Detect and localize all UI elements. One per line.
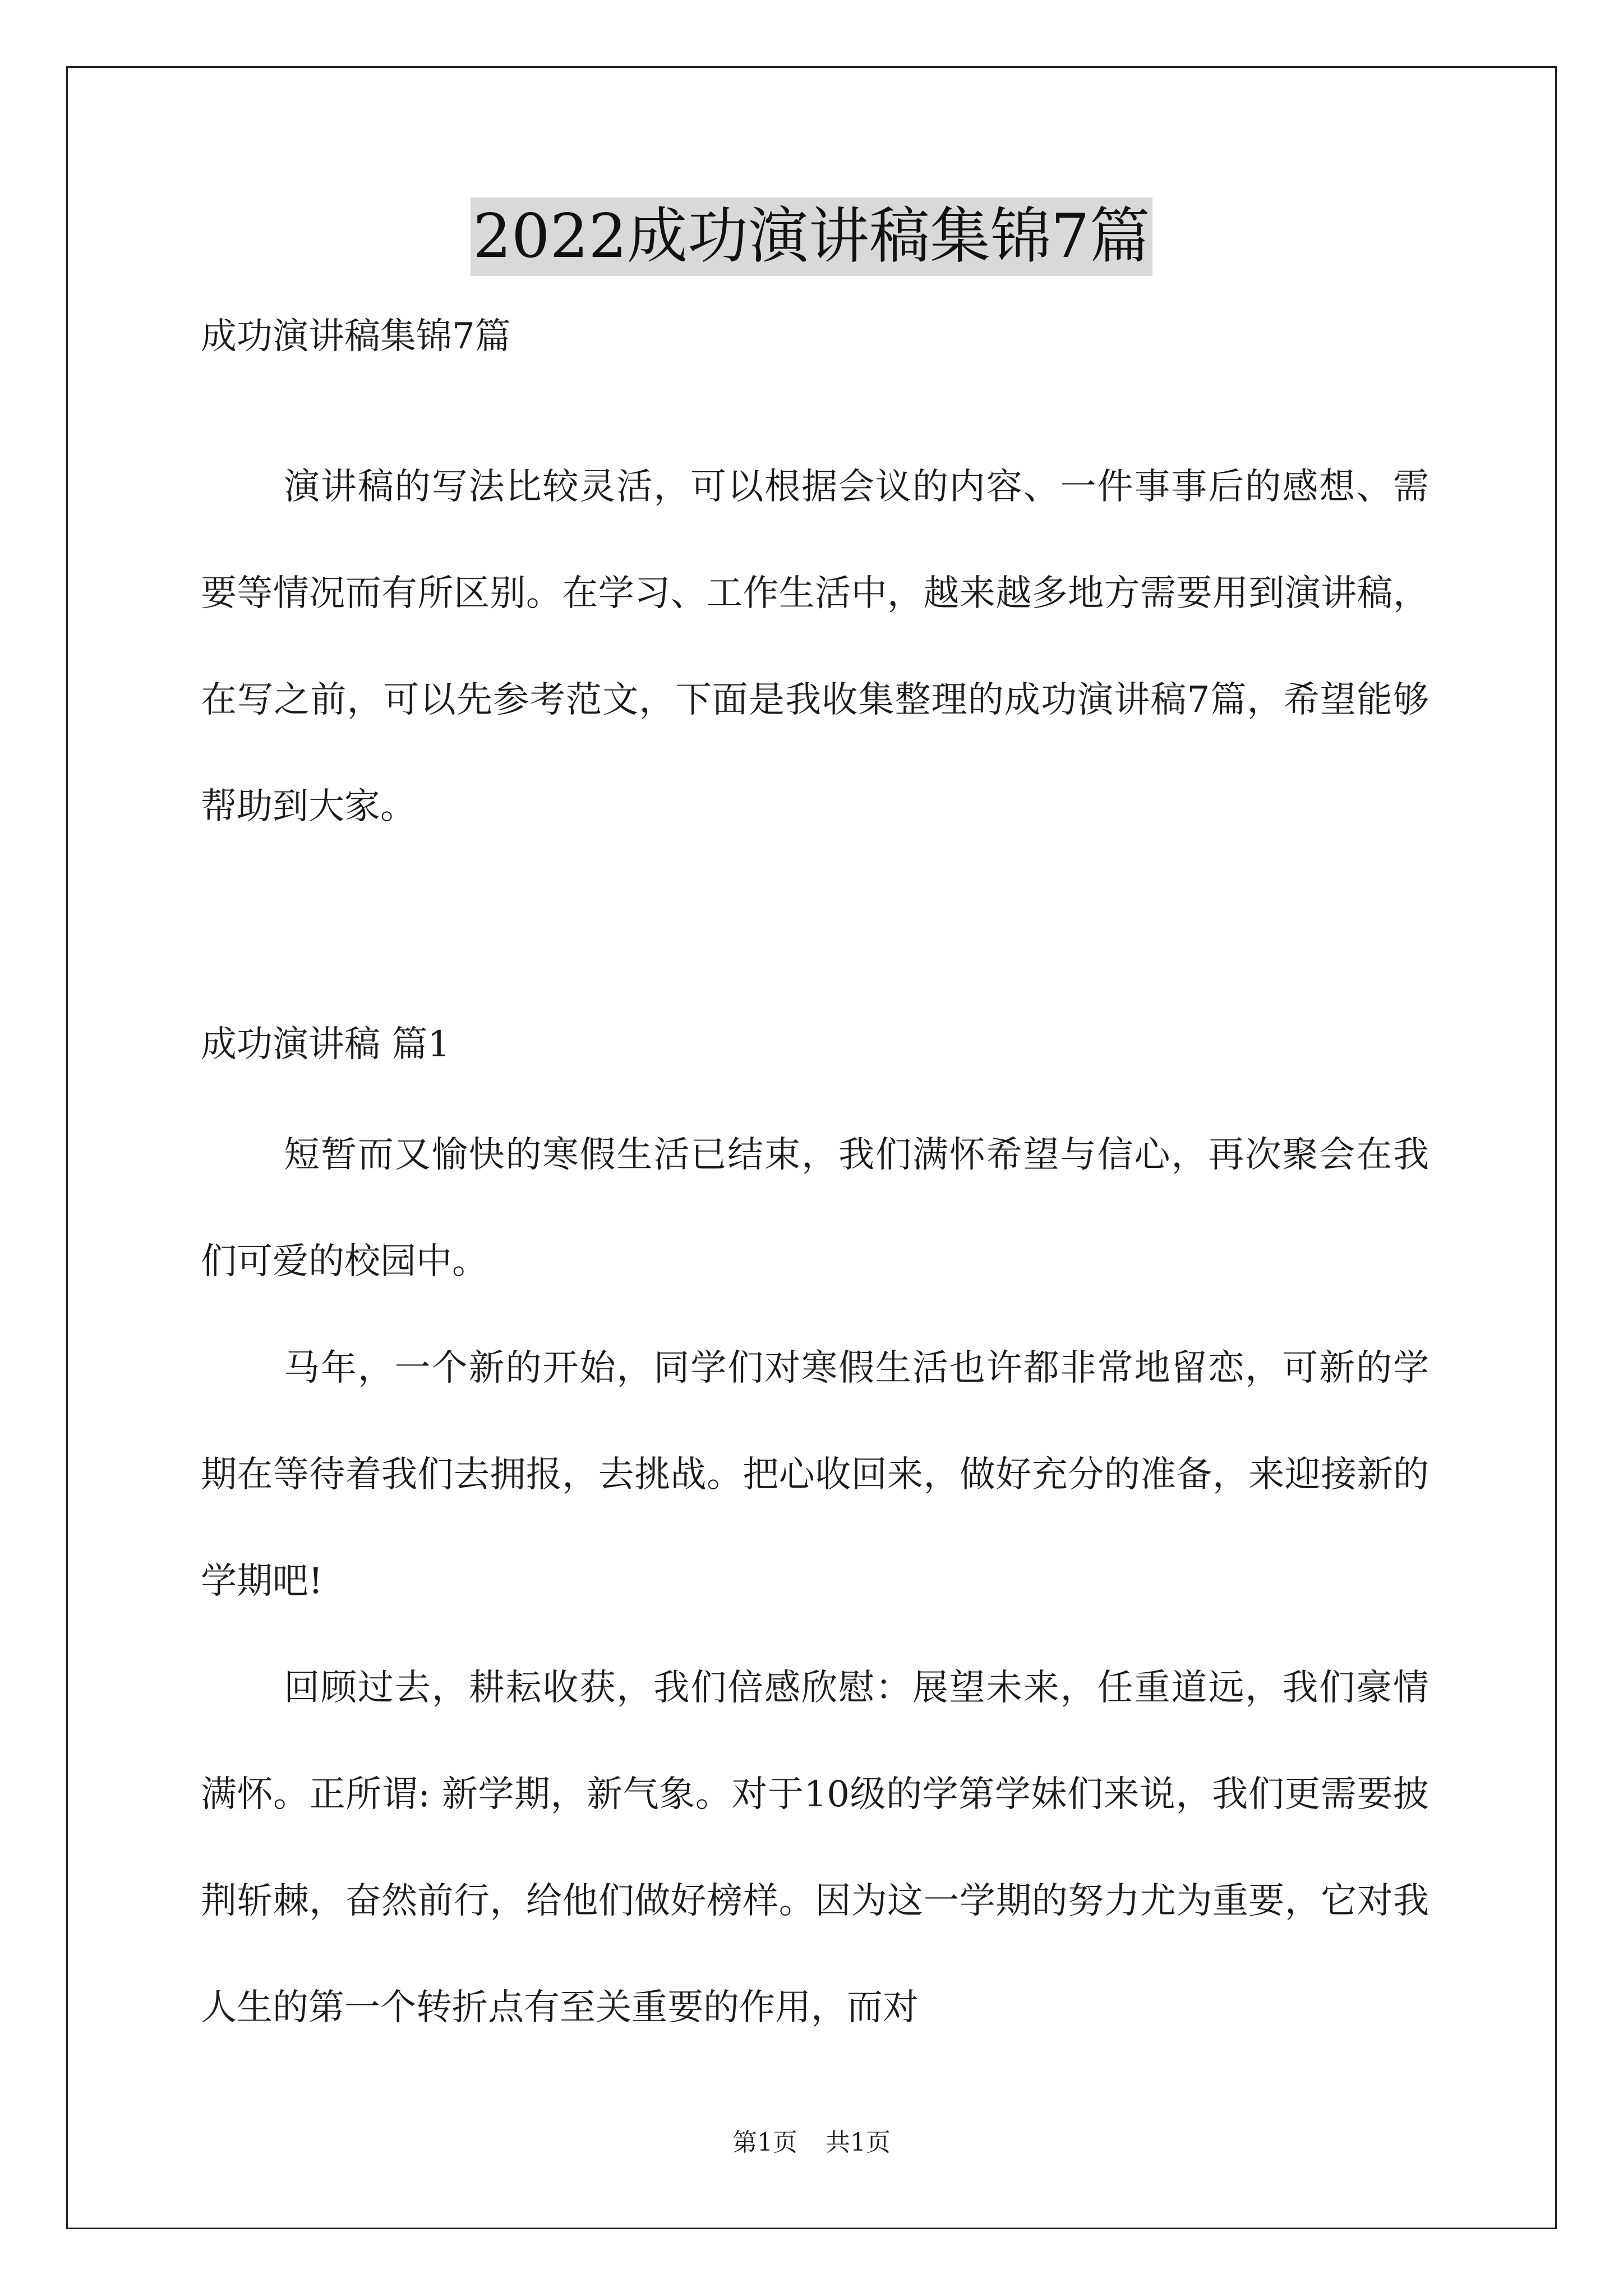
title-container bbox=[0, 197, 1623, 276]
body-paragraph-3: 回顾过去，耕耘收获，我们倍感欣慰：展望未来，任重道远，我们豪情满怀。正所谓: 新学期，新气象。对于10级的学第学妹们来说，我们更需要披荆斩棘，奋然前行，给他们做好榜样。因为这一学期的努力尤为重要，它对我人生的第一个转折点有至关重要的作用，而对 bbox=[201, 1667, 1429, 2028]
document-title: 2022成功演讲稿集锦7篇 bbox=[471, 197, 1152, 276]
body-paragraph-1: 短暂而又愉快的寒假生活已结束，我们满怀希望与信心，再次聚会在我们可爱的校园中。 bbox=[201, 1134, 1429, 1282]
intro-paragraph: 演讲稿的写法比较灵活，可以根据会议的内容、一件事事后的感想、需要等情况而有所区别。在学习、工作生活中，越来越多地方需要用到演讲稿，在写之前，可以先参考范文，下面是我收集整理的成功演讲稿7篇，希望能够帮助到大家。 bbox=[201, 466, 1429, 827]
page-number: 第1页 bbox=[732, 2128, 797, 2157]
section-heading: 成功演讲稿 篇1 bbox=[201, 1024, 451, 1065]
page-total: 共1页 bbox=[826, 2128, 891, 2157]
document-subtitle: 成功演讲稿集锦7篇 bbox=[201, 316, 511, 357]
body-paragraph-2: 马年，一个新的开始，同学们对寒假生活也许都非常地留恋，可新的学期在等待着我们去拥报，去挑战。把心收回来，做好充分的准备，来迎接新的学期吧! bbox=[201, 1347, 1429, 1602]
page-footer bbox=[0, 2127, 1623, 2159]
